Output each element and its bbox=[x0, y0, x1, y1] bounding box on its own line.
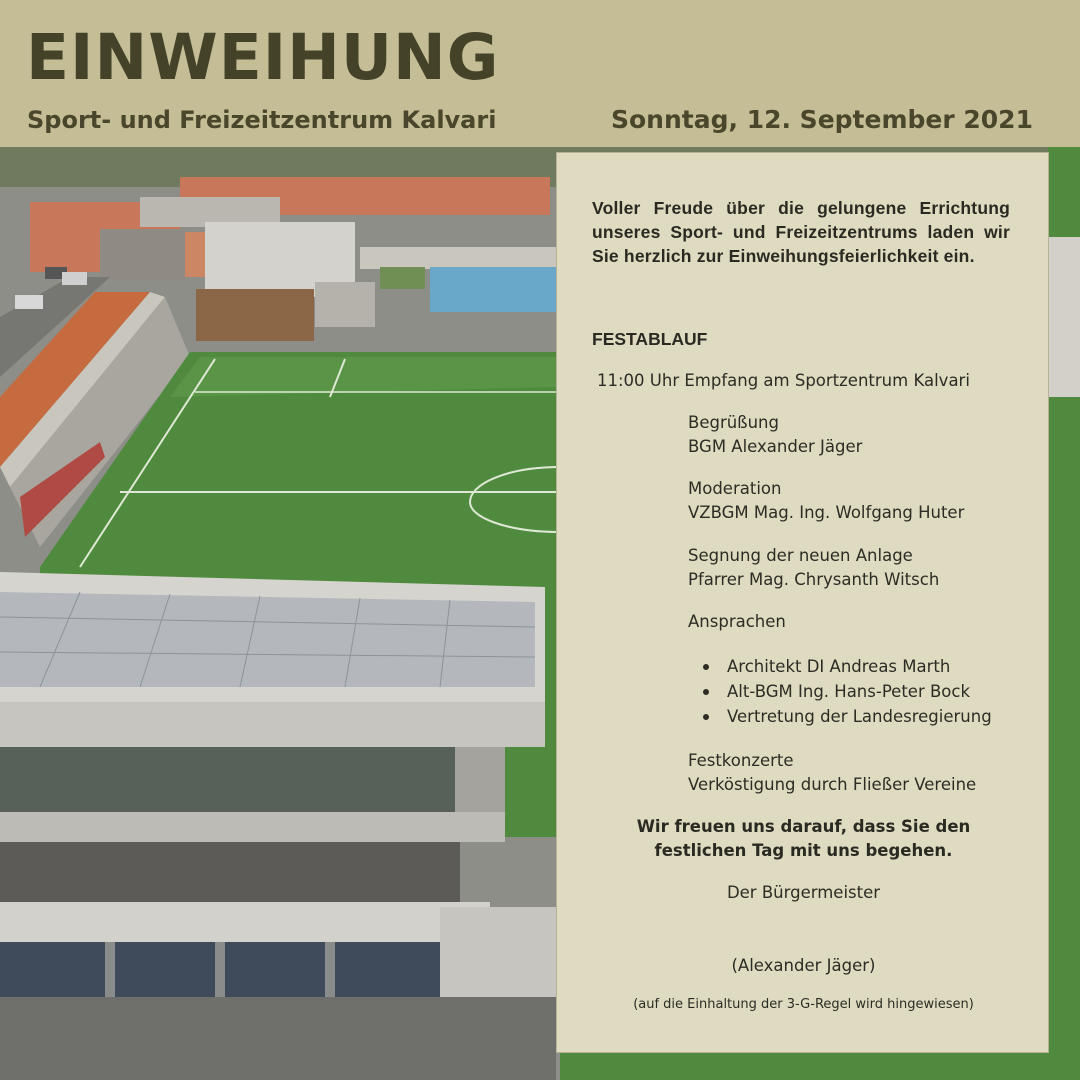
invitation-panel bbox=[556, 152, 1049, 1053]
event-date: Sonntag, 12. September 2021 bbox=[611, 105, 1033, 134]
program-item-title: Moderation bbox=[688, 479, 782, 498]
header-banner bbox=[0, 0, 1080, 147]
program-item-person: VZBGM Mag. Ing. Wolfgang Huter bbox=[688, 503, 965, 522]
program-heading: FESTABLAUF bbox=[592, 329, 708, 349]
time-line: 11:00 Uhr Empfang am Sportzentrum Kalvari bbox=[597, 371, 970, 390]
speech-item: Architekt DI Andreas Marth bbox=[727, 657, 951, 676]
intro-text: Voller Freude über die gelungene Errichtung unseres Sport- und Freizeitzentrums laden wir Sie herzlich zur Einweihungsfeierlichkeit ein. bbox=[592, 198, 1010, 266]
closing-line-2: festlichen Tag mit uns begehen. bbox=[654, 841, 953, 860]
concerts-line: Festkonzerte bbox=[688, 751, 794, 770]
closing-line-1: Wir freuen uns darauf, dass Sie den bbox=[636, 817, 971, 836]
footnote: (auf die Einhaltung der 3-G-Regel wird hingewiesen) bbox=[633, 997, 974, 1012]
speech-item: Alt-BGM Ing. Hans-Peter Bock bbox=[727, 682, 971, 701]
bullet-icon bbox=[703, 689, 709, 695]
speeches-heading: Ansprachen bbox=[688, 612, 786, 631]
catering-line: Verköstigung durch Fließer Vereine bbox=[688, 775, 977, 794]
program-item-person: BGM Alexander Jäger bbox=[688, 437, 863, 456]
program-item-person: Pfarrer Mag. Chrysanth Witsch bbox=[688, 570, 940, 589]
speech-item: Vertretung der Landesregierung bbox=[727, 707, 992, 726]
bullet-icon bbox=[703, 714, 709, 720]
program-item-title: Segnung der neuen Anlage bbox=[688, 546, 913, 565]
signature-name: (Alexander Jäger) bbox=[731, 956, 876, 975]
bullet-icon bbox=[703, 664, 709, 670]
signature-role: Der Bürgermeister bbox=[726, 883, 881, 902]
program-item-title: Begrüßung bbox=[688, 413, 779, 432]
venue-subtitle: Sport- und Freizeitzentrum Kalvari bbox=[27, 106, 497, 134]
page-title: EINWEIHUNG bbox=[26, 21, 500, 94]
